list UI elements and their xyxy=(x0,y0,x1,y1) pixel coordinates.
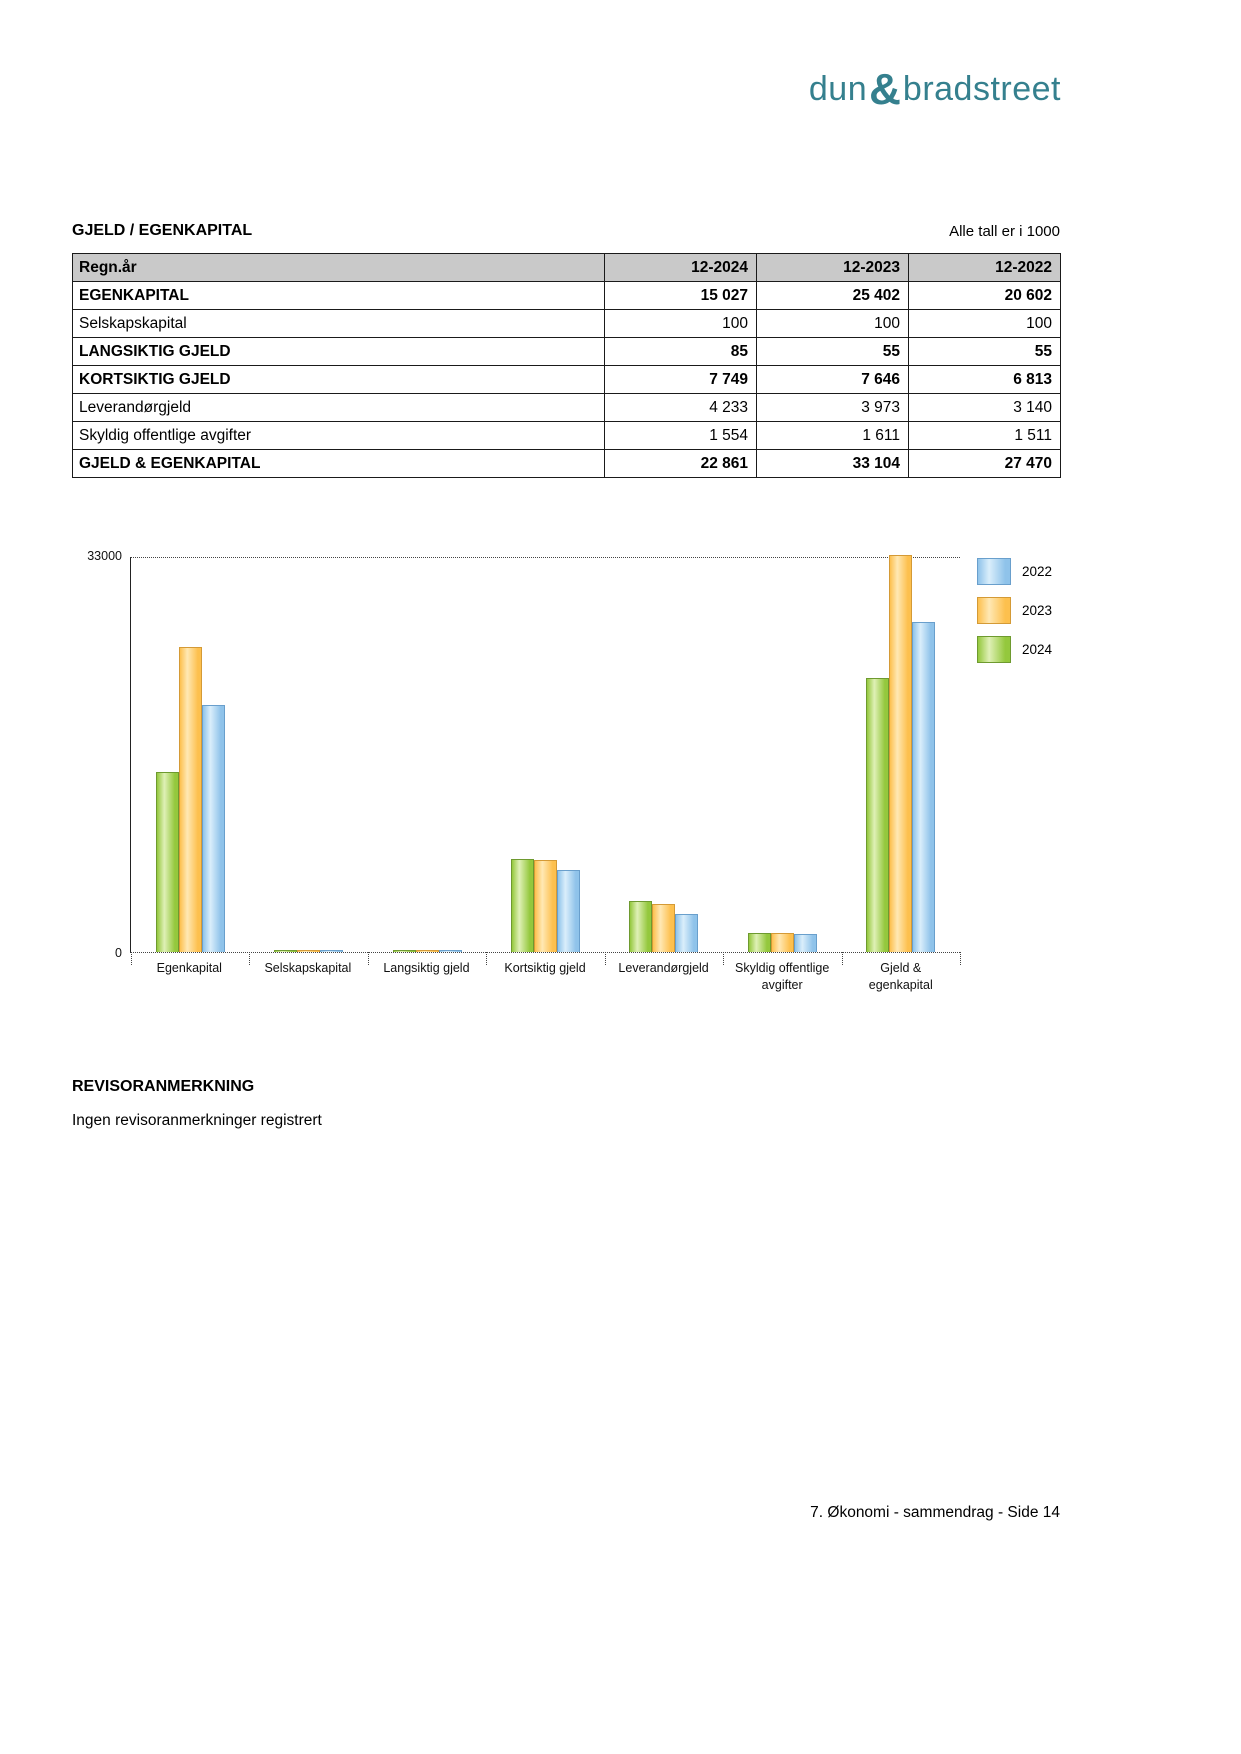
revisor-text: Ingen revisoranmerkninger registrert xyxy=(72,1112,322,1129)
row-value: 55 xyxy=(757,338,909,366)
row-value: 3 973 xyxy=(757,394,909,422)
bar-group xyxy=(723,933,841,952)
bar-group xyxy=(486,859,604,952)
legend-item-2024 xyxy=(977,636,1052,663)
bar-2022 xyxy=(912,622,935,952)
chart-x-labels xyxy=(130,960,960,994)
bar-2022 xyxy=(439,950,462,952)
bar-2024 xyxy=(156,772,179,952)
table-row xyxy=(73,338,1061,366)
logo-word-dun: dun xyxy=(808,70,868,108)
row-value: 100 xyxy=(757,310,909,338)
y-axis-max-label: 33000 xyxy=(87,549,122,563)
bar-2024 xyxy=(274,950,297,952)
table-row xyxy=(73,422,1061,450)
table-row xyxy=(73,394,1061,422)
chart-groups xyxy=(131,558,960,952)
legend-item-2023 xyxy=(977,597,1052,624)
column-header: 12-2023 xyxy=(757,254,909,282)
financial-table xyxy=(72,253,1061,478)
table-row xyxy=(73,450,1061,478)
bar-2024 xyxy=(748,933,771,952)
row-value: 7 749 xyxy=(605,366,757,394)
row-label: GJELD & EGENKAPITAL xyxy=(73,450,605,478)
bar-2024 xyxy=(629,901,652,952)
bar-2024 xyxy=(393,950,416,952)
bar-2024 xyxy=(866,678,889,952)
row-value: 27 470 xyxy=(909,450,1061,478)
axis-tick xyxy=(960,952,961,965)
bar-2022 xyxy=(202,705,225,952)
row-value: 100 xyxy=(909,310,1061,338)
table-row xyxy=(73,310,1061,338)
row-label: Leverandørgjeld xyxy=(73,394,605,422)
bar-group xyxy=(131,647,249,952)
row-value: 4 233 xyxy=(605,394,757,422)
row-value: 33 104 xyxy=(757,450,909,478)
legend-swatch-2024 xyxy=(977,636,1011,663)
row-value: 20 602 xyxy=(909,282,1061,310)
legend-swatch-2022 xyxy=(977,558,1011,585)
section-header xyxy=(72,222,1060,240)
row-value: 1 611 xyxy=(757,422,909,450)
legend-label: 2022 xyxy=(1022,564,1053,579)
page-footer: 7. Økonomi - sammendrag - Side 14 xyxy=(810,1504,1060,1521)
y-axis-min-label: 0 xyxy=(115,946,122,960)
legend-swatch-2023 xyxy=(977,597,1011,624)
logo-ampersand-icon: & xyxy=(869,64,901,114)
row-value: 100 xyxy=(605,310,757,338)
row-value: 7 646 xyxy=(757,366,909,394)
bar-2023 xyxy=(889,555,912,952)
row-value: 3 140 xyxy=(909,394,1061,422)
row-value: 6 813 xyxy=(909,366,1061,394)
row-label: Skyldig offentlige avgifter xyxy=(73,422,605,450)
category-label: Langsiktig gjeld xyxy=(383,961,470,975)
row-value: 55 xyxy=(909,338,1061,366)
bar-2022 xyxy=(320,950,343,952)
bar-2022 xyxy=(675,914,698,952)
bar-group xyxy=(842,555,960,952)
table-row xyxy=(73,366,1061,394)
bar-2022 xyxy=(794,934,817,952)
chart-legend xyxy=(977,558,1052,675)
bar-group xyxy=(368,950,486,952)
category-label: Gjeld & egenkapital xyxy=(868,961,933,992)
row-label: LANGSIKTIG GJELD xyxy=(73,338,605,366)
row-value: 22 861 xyxy=(605,450,757,478)
bar-2023 xyxy=(534,860,557,952)
column-header: 12-2024 xyxy=(605,254,757,282)
row-value: 15 027 xyxy=(605,282,757,310)
legend-label: 2023 xyxy=(1022,603,1053,618)
category-label: Leverandørgjeld xyxy=(618,961,709,975)
legend-label: 2024 xyxy=(1022,642,1053,657)
bar-2024 xyxy=(511,859,534,952)
legend-item-2022 xyxy=(977,558,1052,585)
row-value: 1 554 xyxy=(605,422,757,450)
financial-table-body xyxy=(73,254,1061,478)
section-title: GJELD / EGENKAPITAL xyxy=(72,222,253,239)
bar-2023 xyxy=(179,647,202,952)
category-label: Selskapskapital xyxy=(264,961,352,975)
revisor-title: REVISORANMERKNING xyxy=(72,1078,255,1095)
category-label: Skyldig offentlige avgifter xyxy=(735,961,830,992)
column-header: Regn.år xyxy=(73,254,605,282)
bar-2023 xyxy=(416,950,439,952)
table-row xyxy=(73,282,1061,310)
dun-bradstreet-logo xyxy=(808,64,1061,114)
column-header: 12-2022 xyxy=(909,254,1061,282)
bar-2023 xyxy=(652,904,675,952)
row-label: KORTSIKTIG GJELD xyxy=(73,366,605,394)
units-note: Alle tall er i 1000 xyxy=(949,223,1060,240)
bar-2022 xyxy=(557,870,580,952)
row-label: Selskapskapital xyxy=(73,310,605,338)
category-label: Egenkapital xyxy=(156,961,222,975)
logo-word-bradstreet: bradstreet xyxy=(902,70,1061,108)
category-label: Kortsiktig gjeld xyxy=(504,961,586,975)
table-header-row xyxy=(73,254,1061,282)
chart-plot xyxy=(130,557,960,953)
row-value: 25 402 xyxy=(757,282,909,310)
bar-group xyxy=(249,950,367,952)
bar-2023 xyxy=(297,950,320,952)
row-value: 1 511 xyxy=(909,422,1061,450)
row-label: EGENKAPITAL xyxy=(73,282,605,310)
bar-group xyxy=(605,901,723,952)
bar-2023 xyxy=(771,933,794,952)
row-value: 85 xyxy=(605,338,757,366)
